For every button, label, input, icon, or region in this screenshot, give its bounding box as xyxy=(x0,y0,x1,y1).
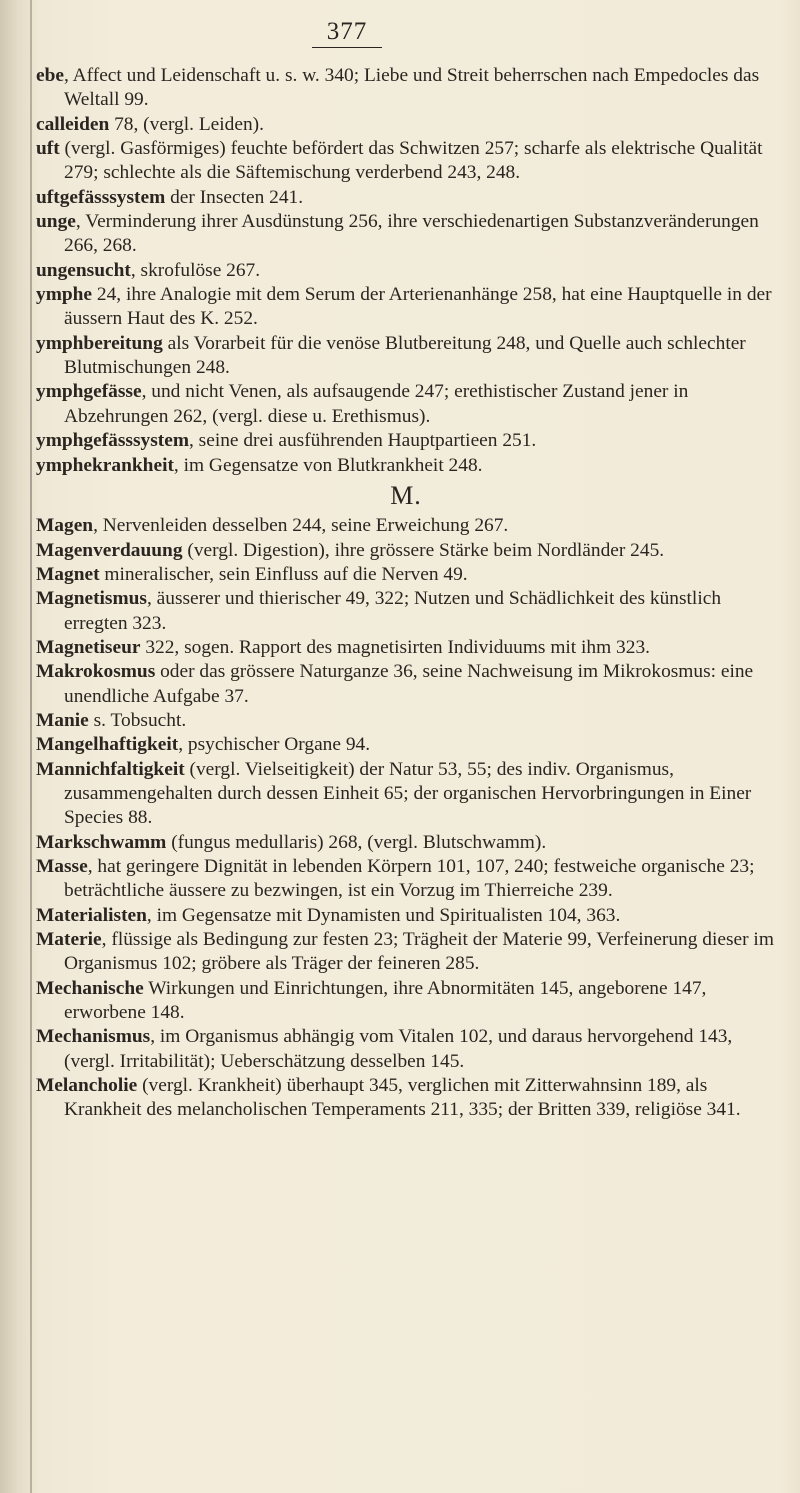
index-entry xyxy=(36,283,776,332)
index-entry-head: ungensucht xyxy=(36,259,131,281)
index-entry-head: ymphgefässsystem xyxy=(36,430,189,452)
index-entry xyxy=(36,429,776,453)
index-entry xyxy=(36,660,776,709)
index-entry-text: Wirkungen und Einrichtungen, ihre Abnormitäten 145, angeborene 147, erworbene 148. xyxy=(64,977,707,1024)
index-entry xyxy=(36,733,776,757)
index-entry-text: , seine drei ausführenden Hauptpartieen 251. xyxy=(188,430,537,452)
index-body xyxy=(36,64,776,1123)
index-entry xyxy=(36,332,776,381)
index-entry-text: der Insecten 241. xyxy=(165,186,304,208)
index-entry-head: Materie xyxy=(36,929,102,951)
index-entry xyxy=(36,539,776,563)
index-entry-text: , und nicht Venen, als aufsaugende 247; erethistischer Zustand jener in Abzehrungen 262, (vergl. diese u. Erethismus). xyxy=(64,381,689,427)
index-entry-head: calleiden xyxy=(36,113,110,135)
index-entry xyxy=(36,113,776,137)
index-entry xyxy=(36,928,776,977)
index-entry xyxy=(36,64,776,113)
index-entry-head: unge xyxy=(36,211,76,233)
index-entry-head: Magnet xyxy=(36,563,100,585)
index-entry-text: , im Organismus abhängig vom Vitalen 102, und daraus hervorgehend 143, (vergl. Irritabilität); Ueberschätzung desselben 145. xyxy=(64,1026,733,1072)
binding-gutter xyxy=(30,0,32,1493)
index-entry-text: 78, (vergl. Leiden). xyxy=(109,113,264,135)
index-entry xyxy=(36,1074,776,1123)
index-entry-head: Magnetismus xyxy=(36,588,147,610)
index-entry-text: (vergl. Gasförmiges) feuchte befördert das Schwitzen 257; scharfe als elektrische Qualität 279; schlechte als die Säftemischung verderbend 243, 248. xyxy=(59,138,763,184)
index-entry-head: ymphbereitung xyxy=(36,332,163,354)
index-entry xyxy=(36,186,776,210)
index-entry xyxy=(36,904,776,928)
index-entries-l xyxy=(36,64,776,478)
index-entry-head: Magnetiseur xyxy=(36,636,141,658)
index-entry-text: (fungus medullaris) 268, (vergl. Blutschwamm). xyxy=(166,831,547,853)
index-entry-head: uft xyxy=(36,138,60,160)
index-entry-text: mineralischer, sein Einfluss auf die Nerven 49. xyxy=(99,563,468,585)
index-entry-text: , Affect und Leidenschaft u. s. w. 340; Liebe und Streit beherrschen nach Empedocles das Weltall 99. xyxy=(64,65,760,111)
index-entry-head: Makrokosmus xyxy=(36,661,156,683)
index-entry-text: , skrofulöse 267. xyxy=(130,259,261,281)
index-entry-head: Masse xyxy=(36,856,88,877)
page-number: 377 xyxy=(312,18,382,48)
index-entry-head: Markschwamm xyxy=(36,831,167,853)
index-entry-head: Magenverdauung xyxy=(36,539,183,561)
index-entry xyxy=(36,563,776,587)
index-entry-text: 24, ihre Analogie mit dem Serum der Arterienanhänge 258, hat eine Hauptquelle in der äussern Haut des K. 252. xyxy=(64,284,772,330)
index-entry-text: , hat geringere Dignität in lebenden Körpern 101, 107, 240; festweiche organische 23; beträchtliche äussere zu bezwingen, ist ein Vorzug im Thierreiche 239. xyxy=(64,856,755,902)
index-entry-text: (vergl. Vielseitigkeit) der Natur 53, 55; des indiv. Organismus, zusammengehalten durch dessen Einheit 65; der organischen Hervorbringungen in Einer Species 88. xyxy=(64,758,752,829)
index-entry xyxy=(36,977,776,1026)
index-entry-head: Mechanische xyxy=(36,977,144,999)
index-entry-head: Materialisten xyxy=(36,904,147,926)
index-entry xyxy=(36,855,776,904)
index-entry-text: , Nervenleiden desselben 244, seine Erweichung 267. xyxy=(93,515,509,537)
index-entry-head: Mannichfaltigkeit xyxy=(36,758,185,780)
index-entry-head: ymphe xyxy=(36,284,93,306)
index-entry xyxy=(36,1025,776,1074)
index-entry xyxy=(36,709,776,733)
index-entry xyxy=(36,380,776,429)
index-entry xyxy=(36,454,776,478)
index-entries-m xyxy=(36,514,776,1123)
index-entry-text: , äusserer und thierischer 49, 322; Nutzen und Schädlichkeit des künstlich erregten 323. xyxy=(64,588,722,634)
index-entry-head: Mangelhaftigkeit xyxy=(36,734,179,756)
index-entry-text: (vergl. Krankheit) überhaupt 345, verglichen mit Zitterwahnsinn 189, als Krankheit des melancholischen Temperaments 211, 335; der Britten 339, religiöse 341. xyxy=(64,1075,741,1121)
index-entry-head: Manie xyxy=(36,709,89,731)
index-entry-text: , psychischer Organe 94. xyxy=(178,734,371,756)
index-entry xyxy=(36,210,776,259)
index-entry-head: ymphekrankheit xyxy=(36,454,174,476)
index-entry xyxy=(36,259,776,283)
index-entry xyxy=(36,831,776,855)
index-entry-text: 322, sogen. Rapport des magnetisirten Individuums mit ihm 323. xyxy=(140,636,650,658)
section-letter: M. xyxy=(390,480,422,510)
index-entry-head: uftgefässsystem xyxy=(36,186,166,208)
index-entry xyxy=(36,137,776,186)
index-entry-head: Melancholie xyxy=(36,1075,138,1097)
index-entry-head: ymphgefässe xyxy=(36,381,142,403)
index-entry xyxy=(36,587,776,636)
index-entry-text: als Vorarbeit für die venöse Blutbereitung 248, und Quelle auch schlechter Blutmischungen 248. xyxy=(64,332,746,379)
index-entry-text: , Verminderung ihrer Ausdünstung 256, ihre verschiedenartigen Substanzveränderungen 266, 268. xyxy=(64,211,759,257)
index-entry-text: , im Gegensatze mit Dynamisten und Spiritualisten 104, 363. xyxy=(146,904,621,926)
index-entry-text: oder das grössere Naturganze 36, seine Nachweisung im Mikrokosmus: eine unendliche Aufgabe 37. xyxy=(64,661,754,707)
index-entry xyxy=(36,636,776,660)
index-entry-text: , flüssige als Bedingung zur festen 23; Trägheit der Materie 99, Verfeinerung dieser im Organismus 102; gröbere als Träger der feineren 285. xyxy=(64,929,774,975)
index-entry-head: ebe xyxy=(36,65,64,86)
index-entry xyxy=(36,514,776,538)
index-entry-head: Magen xyxy=(36,515,94,537)
index-entry-text: , im Gegensatze von Blutkrankheit 248. xyxy=(173,454,483,476)
index-entry xyxy=(36,758,776,831)
index-entry-text: s. Tobsucht. xyxy=(88,709,187,731)
index-entry-text: (vergl. Digestion), ihre grössere Stärke beim Nordländer 245. xyxy=(182,539,665,561)
index-entry-head: Mechanismus xyxy=(36,1026,151,1048)
